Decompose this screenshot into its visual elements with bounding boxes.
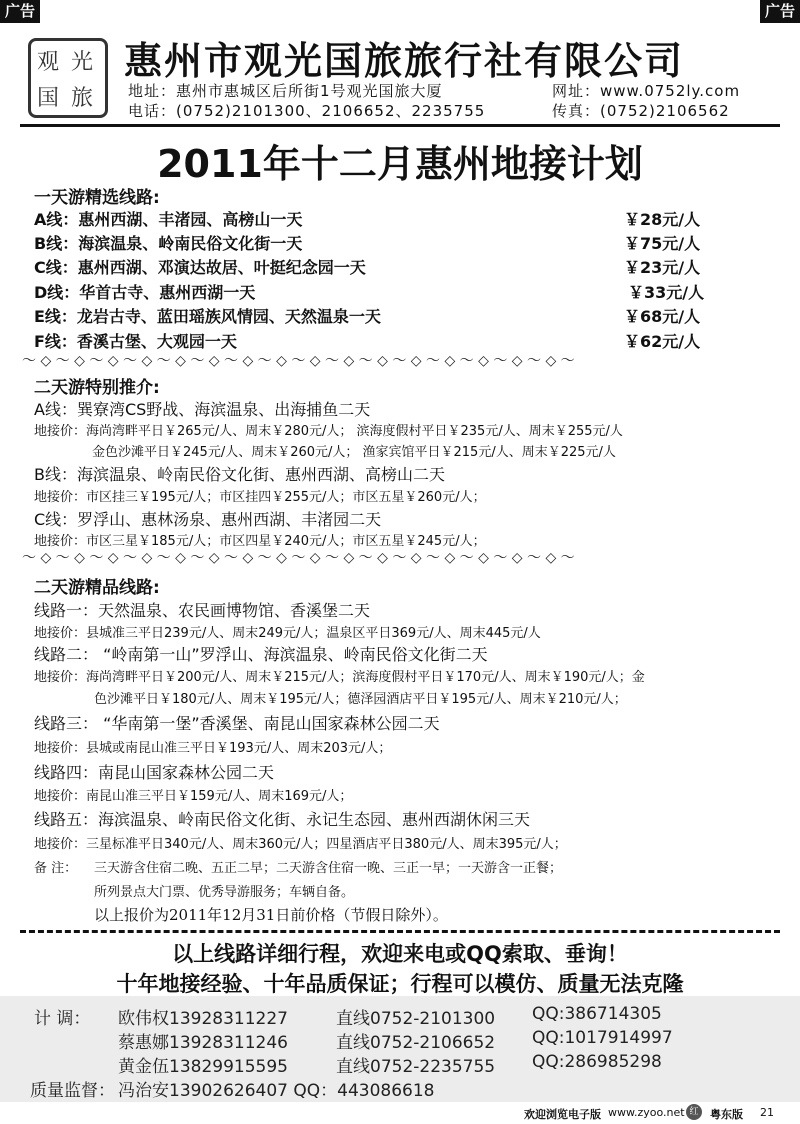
page-title: 2011年十二月惠州地接计划 xyxy=(157,142,643,186)
special-c-title: C线：罗浮山、惠林汤泉、惠州西湖、丰渚园二天 xyxy=(34,510,382,529)
contact-qq: QQ:386714305 xyxy=(532,1004,662,1024)
premium-route-5-price: 地接价：三星标准平日340元/人、周末360元/人；四星酒店平日380元/人、周末395元/人； xyxy=(34,837,567,852)
promo-line-1: 以上线路详细行程，欢迎来电或QQ索取、垂询！ xyxy=(172,942,628,966)
seal-char: 国 xyxy=(37,86,60,111)
route-f-price: ￥62元/人 xyxy=(624,332,701,351)
premium-route-3-price: 地接价：县城或南昆山准三平日￥193元/人、周末203元/人； xyxy=(34,741,392,756)
red-logo-icon: 红 xyxy=(686,1104,702,1120)
ad-tag-right: 广告 xyxy=(760,0,800,23)
note-label: 备 注： xyxy=(34,861,78,876)
premium-route-2-price-1: 地接价：海尚湾畔平日￥200元/人、周末￥215元/人；滨海度假村平日￥170元/人、周末￥190元/人；金 xyxy=(34,670,645,685)
footer-site[interactable]: www.zyoo.net xyxy=(608,1106,685,1119)
seal-char: 观 xyxy=(37,50,60,75)
special-c-price: 地接价：市区三星￥185元/人；市区四星￥240元/人；市区五星￥245元/人； xyxy=(34,534,486,549)
seal-char: 光 xyxy=(71,50,94,75)
special-a-price-2: 金色沙滩平日￥245元/人、周末￥260元/人； 渔家宾馆平日￥215元/人、周末￥225元/人 xyxy=(92,445,616,460)
contact-qq: QQ:286985298 xyxy=(532,1052,662,1072)
company-website: 网址：www.0752ly.com xyxy=(552,82,741,100)
contact-name: 蔡惠娜13928311246 xyxy=(118,1033,288,1053)
footer-browse: 欢迎浏览电子版 xyxy=(524,1108,601,1121)
special-b-price: 地接价：市区挂三￥195元/人；市区挂四￥255元/人；市区五星￥260元/人； xyxy=(34,490,486,505)
contact-name: 欧伟权13928311227 xyxy=(118,1009,288,1029)
contacts-label: 计 调： xyxy=(34,1009,91,1029)
contact-direct: 直线0752-2235755 xyxy=(336,1057,496,1077)
two-day-special-heading: 二天游特别推介: xyxy=(34,378,160,398)
quality-label: 质量监督： xyxy=(30,1081,115,1101)
premium-route-1-price: 地接价：县城准三平日239元/人、周末249元/人；温泉区平日369元/人、周末445元/人 xyxy=(34,626,541,641)
seal-char: 旅 xyxy=(71,86,94,111)
route-e-price: ￥68元/人 xyxy=(624,307,701,326)
ad-tag-left: 广告 xyxy=(0,0,40,23)
route-a-label: A线：惠州西湖、丰渚园、高榜山一天 xyxy=(34,210,303,229)
special-a-price-1: 地接价：海尚湾畔平日￥265元/人、周末￥280元/人； 滨海度假村平日￥235元/人、周末￥255元/人 xyxy=(34,424,623,439)
note-line-1: 三天游含住宿二晚、五正二早；二天游含住宿一晚、三正一早；一天游含一正餐； xyxy=(94,861,563,876)
one-day-heading: 一天游精选线路: xyxy=(34,188,160,208)
dashed-divider xyxy=(20,930,780,933)
contact-qq: QQ:1017914997 xyxy=(532,1028,673,1048)
header-rule xyxy=(20,124,780,127)
route-b-label: B线：海滨温泉、岭南民俗文化街一天 xyxy=(34,234,303,253)
route-d-label: D线：华首古寺、惠州西湖一天 xyxy=(34,283,256,302)
two-day-premium-heading: 二天游精品线路: xyxy=(34,578,160,598)
premium-route-4-price: 地接价：南昆山准三平日￥159元/人、周末169元/人； xyxy=(34,789,353,804)
company-address: 地址：惠州市惠城区后所街1号观光国旅大厦 xyxy=(128,82,443,100)
route-c-label: C线：惠州西湖、邓演达故居、叶挺纪念园一天 xyxy=(34,258,366,277)
contact-direct: 直线0752-2106652 xyxy=(336,1033,496,1053)
note-line-3: 以上报价为2011年12月31日前价格（节假日除外）。 xyxy=(94,906,448,924)
route-b-price: ￥75元/人 xyxy=(624,234,701,253)
route-c-price: ￥23元/人 xyxy=(624,258,701,277)
quality-contact: 冯治安13902626407 QQ：443086618 xyxy=(118,1081,435,1101)
premium-route-2-title: 线路二： “岭南第一山”罗浮山、海滨温泉、岭南民俗文化街二天 xyxy=(34,645,488,664)
note-line-2: 所列景点大门票、优秀导游服务；车辆自备。 xyxy=(94,885,355,900)
promo-line-2: 十年地接经验、十年品质保证；行程可以模仿、质量无法克隆 xyxy=(116,972,684,996)
premium-route-3-title: 线路三： “华南第一堡”香溪堡、南昆山国家森林公园二天 xyxy=(34,714,440,733)
contact-name: 黄金伍13829915595 xyxy=(118,1057,288,1077)
premium-route-2-price-2: 色沙滩平日￥180元/人、周末￥195元/人；德泽园酒店平日￥195元/人、周末￥210元/人； xyxy=(94,692,627,707)
premium-route-5-title: 线路五：海滨温泉、岭南民俗文化街、永记生态园、惠州西湖休闲三天 xyxy=(34,810,531,829)
company-fax: 传真：(0752)2106562 xyxy=(552,102,730,120)
route-f-label: F线：香溪古堡、大观园一天 xyxy=(34,332,237,351)
wave-divider: ～ ◇ ～ ◇ ～ ◇ ～ ◇ ～ ◇ ～ ◇ ～ ◇ ～ ◇ ～ ◇ ～ ◇ ～ ◇ ～ ◇ ～ ◇ ～ ◇ ～ ◇ ～ ◇ ～ xyxy=(22,353,575,369)
route-a-price: ￥28元/人 xyxy=(624,210,701,229)
contact-direct: 直线0752-2101300 xyxy=(336,1009,496,1029)
route-d-price: ￥33元/人 xyxy=(628,283,705,302)
company-name: 惠州市观光国旅旅行社有限公司 xyxy=(124,39,685,83)
premium-route-1-title: 线路一：天然温泉、农民画博物馆、香溪堡二天 xyxy=(34,601,371,620)
company-seal-logo xyxy=(28,38,108,118)
premium-route-4-title: 线路四：南昆山国家森林公园二天 xyxy=(34,763,275,782)
special-a-title: A线：巽寮湾CS野战、海滨温泉、出海捕鱼二天 xyxy=(34,400,371,419)
footer-edition: 粤东版 xyxy=(710,1108,743,1121)
special-b-title: B线：海滨温泉、岭南民俗文化街、惠州西湖、高榜山二天 xyxy=(34,465,445,484)
route-e-label: E线：龙岩古寺、蓝田瑶族风情园、天然温泉一天 xyxy=(34,307,381,326)
page-number: 21 xyxy=(760,1106,774,1119)
wave-divider: ～ ◇ ～ ◇ ～ ◇ ～ ◇ ～ ◇ ～ ◇ ～ ◇ ～ ◇ ～ ◇ ～ ◇ ～ ◇ ～ ◇ ～ ◇ ～ ◇ ～ ◇ ～ ◇ ～ xyxy=(22,550,575,566)
company-phone: 电话：(0752)2101300、2106652、2235755 xyxy=(128,102,486,120)
